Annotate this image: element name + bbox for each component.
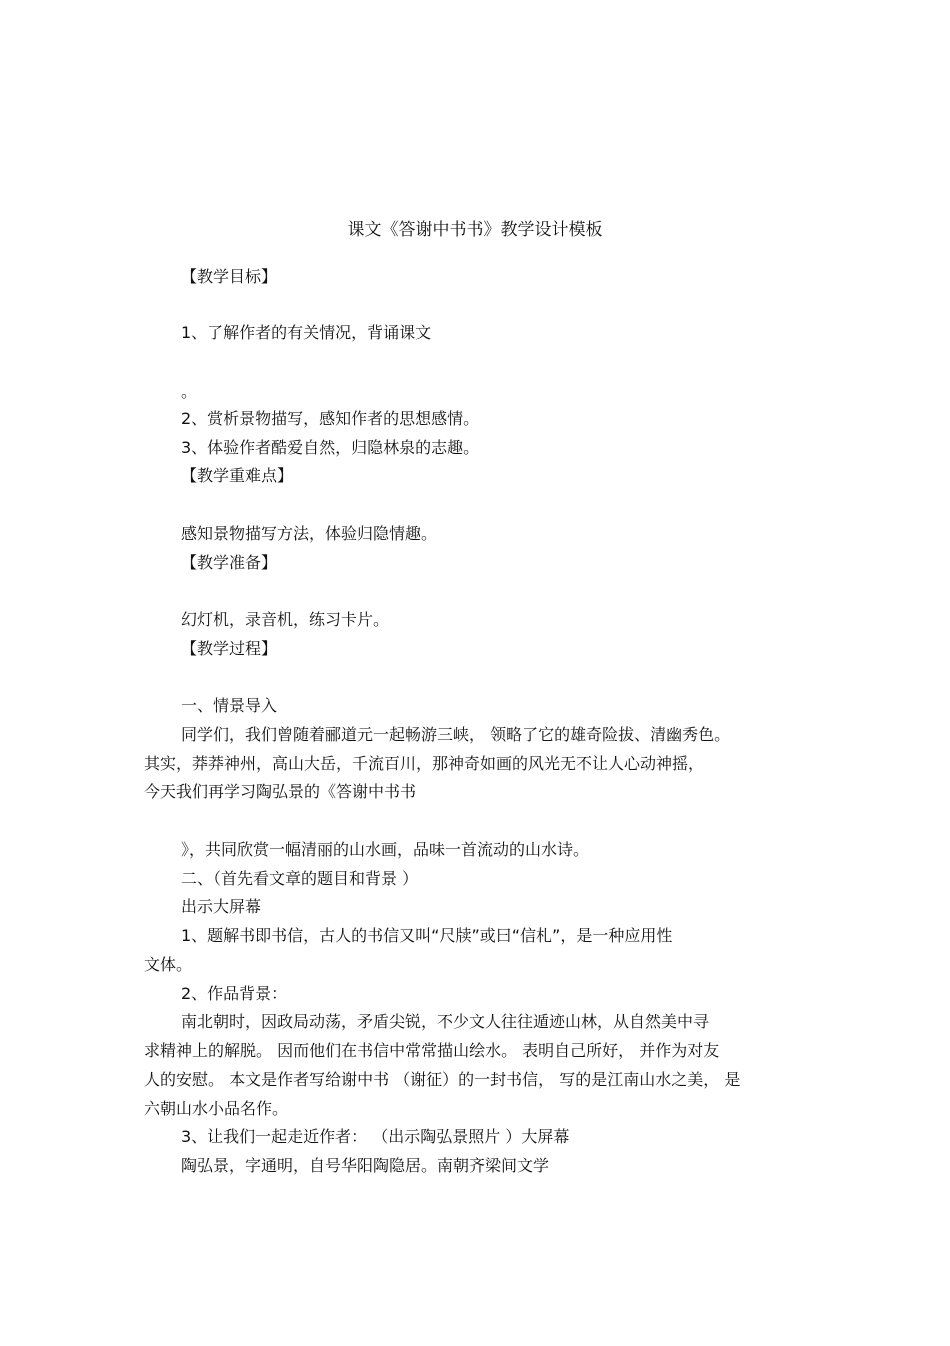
heading-key-points: 【教学重难点】 [181, 466, 294, 485]
title-explanation-line-1: 1、题解书即书信，古人的书信又叫“尺牍”或曰“信札”，是一种应用性 [181, 926, 673, 945]
author-heading: 3、让我们一起走近作者： （出示陶弘景照片 ）大屏幕 [181, 1127, 570, 1146]
background-line-4: 六朝山水小品名作。 [144, 1099, 289, 1118]
intro-paragraph-line-4: 》，共同欣赏一幅清丽的山水画，品味一首流动的山水诗。 [181, 840, 590, 859]
show-screen-note: 出示大屏幕 [181, 897, 262, 916]
background-heading: 2、作品背景： [181, 984, 288, 1003]
intro-paragraph-line-2: 其实，莽莽神州，高山大岳，千流百川，那神奇如画的风光无不让人心动神摇， [144, 754, 705, 773]
key-points-text: 感知景物描写方法，体验归隐情趣。 [181, 524, 438, 543]
intro-paragraph-line-3: 今天我们再学习陶弘景的《答谢中书书 [144, 782, 417, 801]
document-title: 课文《答谢中书书》教学设计模板 [347, 220, 603, 240]
background-line-3: 人的安慰。 本文是作者写给谢中书 （谢征）的一封书信， 写的是江南山水之美， 是 [144, 1070, 741, 1089]
heading-preparation: 【教学准备】 [181, 553, 278, 572]
background-line-2: 求精神上的解脱。 因而他们在书信中常常描山绘水。 表明自己所好， 并作为对友 [144, 1041, 720, 1060]
section-2-heading: 二、（首先看文章的题目和背景 ） [181, 869, 419, 888]
goal-item-1: 1、了解作者的有关情况，背诵课文 [181, 323, 432, 342]
author-text: 陶弘景，字通明，自号华阳陶隐居。南朝齐梁间文学 [181, 1156, 550, 1175]
title-explanation-line-2: 文体。 [144, 955, 193, 974]
intro-paragraph-line-1: 同学们，我们曾随着郦道元一起畅游三峡， 领略了它的雄奇险拔、清幽秀色。 [181, 725, 731, 744]
heading-process: 【教学过程】 [181, 639, 278, 658]
section-1-heading: 一、情景导入 [181, 696, 278, 715]
heading-teaching-goals: 【教学目标】 [181, 267, 278, 286]
goal-item-2: 2、赏析景物描写，感知作者的思想感情。 [181, 409, 480, 428]
preparation-text: 幻灯机，录音机，练习卡片。 [181, 610, 390, 629]
goal-item-1-period: 。 [181, 382, 198, 401]
goal-item-3: 3、体验作者酷爱自然，归隐林泉的志趣。 [181, 438, 480, 457]
background-line-1: 南北朝时，因政局动荡，矛盾尖锐，不少文人往往遁迹山林，从自然美中寻 [181, 1012, 710, 1031]
